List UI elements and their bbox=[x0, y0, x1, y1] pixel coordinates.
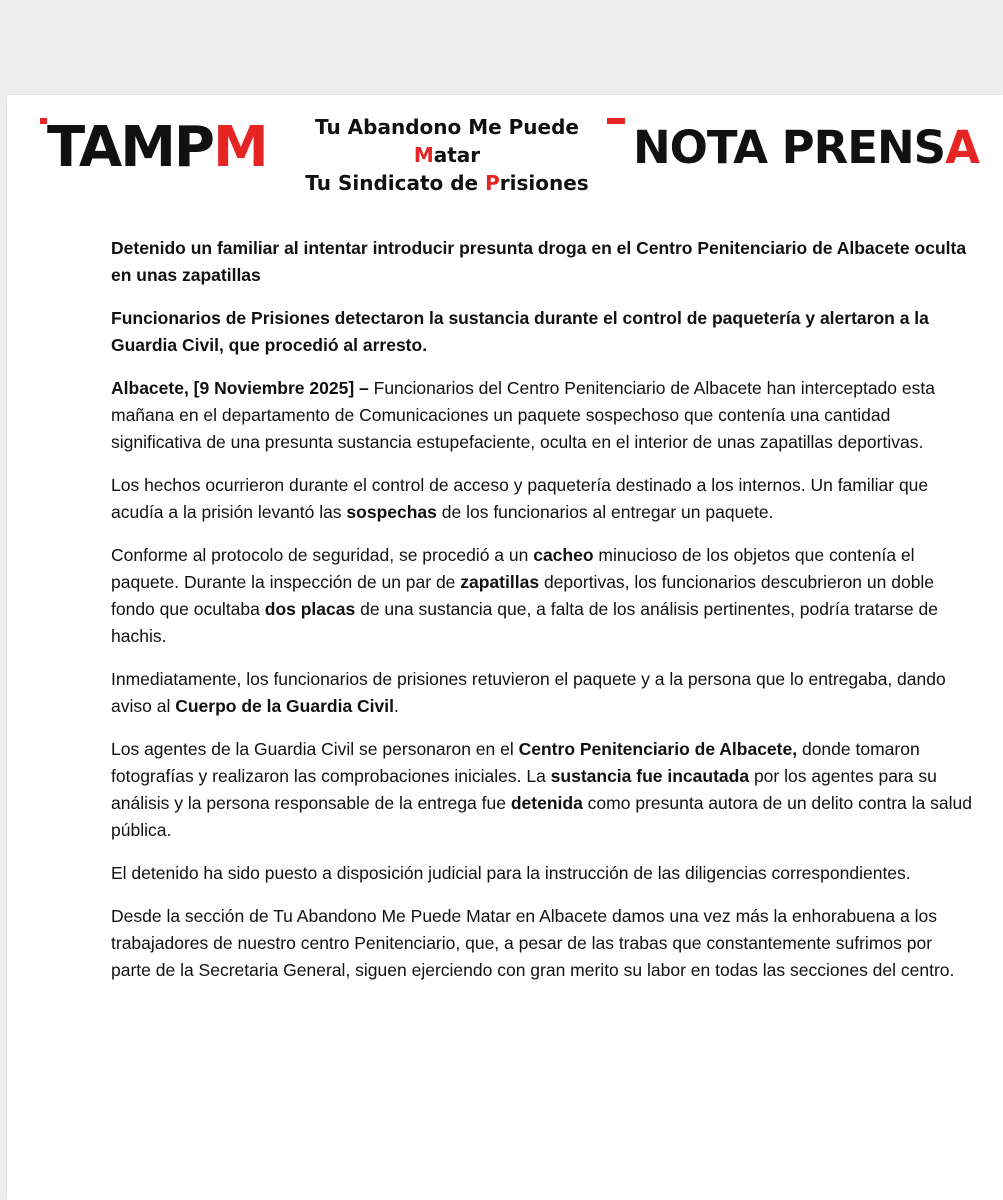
slogan2-pre: Tu Sindicato de bbox=[305, 171, 486, 195]
p5-d: sustancia fue incautada bbox=[550, 766, 750, 786]
p3-e: deportivas, los funcionarios descubrieron un doble fondo que ocultaba bbox=[111, 572, 935, 619]
paragraph-7: Desde la sección de Tu Abandono Me Puede Matar en Albacete damos una vez más la enhorabuena a los trabajadores de nuestro centro Penitenciario, que, a pesar de las trabas que constantemente sufrimos por parte de la Secretaria General, siguen ejerciendo con gran merito su labor en todas las secciones del centro. bbox=[111, 906, 955, 980]
brand-accent: M bbox=[212, 115, 267, 180]
p5-e: por los agentes para su análisis y la persona responsable de la entrega fue bbox=[111, 766, 937, 813]
p3-d: zapatillas bbox=[460, 572, 540, 592]
dateline: Albacete, [9 Noviembre 2025] – bbox=[111, 378, 369, 398]
nota-prensa-title bbox=[625, 113, 985, 183]
p4-a: Inmediatamente, los funcionarios de prisiones retuvieron el paquete y a la persona que lo entregaba, dando aviso al bbox=[111, 669, 946, 716]
document-page bbox=[7, 95, 1003, 1200]
slogan2-post: risiones bbox=[499, 171, 589, 195]
paragraph-3 bbox=[111, 542, 975, 650]
slogan-line-2 bbox=[287, 169, 607, 197]
slogan1-pre: Tu Abandono Me Puede bbox=[315, 115, 579, 139]
p3-a: Conforme al protocolo de seguridad, se procedió a un bbox=[111, 545, 534, 565]
p4-b: Cuerpo de la Guardia Civil bbox=[175, 696, 395, 716]
p2-b: sospechas bbox=[346, 502, 437, 522]
paragraph-5 bbox=[111, 736, 975, 844]
p3-f: dos placas bbox=[264, 599, 356, 619]
brand-main: TAMP bbox=[47, 115, 213, 180]
slogan2-accent: P bbox=[485, 171, 500, 195]
nota-accent: A bbox=[945, 121, 979, 174]
p5-f: detenida bbox=[510, 793, 583, 813]
slogan-line-1 bbox=[287, 113, 607, 169]
p3-g: de una sustancia que, a falta de los análisis pertinentes, podría tratarse de hachis. bbox=[111, 599, 938, 646]
p2-c: de los funcionarios al entregar un paquete. bbox=[436, 502, 774, 522]
article-title: Detenido un familiar al intentar introducir presunta droga en el Centro Penitenciario de Albacete oculta en unas zapatillas bbox=[111, 238, 967, 285]
slogan bbox=[287, 113, 607, 197]
p5-c: donde tomaron fotografías y realizaron las comprobaciones iniciales. La bbox=[111, 739, 920, 786]
p1-text: Funcionarios del Centro Penitenciario de Albacete han interceptado esta mañana en el departamento de Comunicaciones un paquete sospechoso que contenía una cantidad significativa de una presunta sustancia estupefaciente, oculta en el interior de unas zapatillas deportivas. bbox=[111, 378, 935, 452]
p3-c: minucioso de los objetos que contenía el paquete. Durante la inspección de un par de bbox=[111, 545, 915, 592]
paragraph-1 bbox=[111, 375, 975, 456]
article-subtitle: Funcionarios de Prisiones detectaron la sustancia durante el control de paquetería y alertaron a la Guardia Civil, que procedió al arresto. bbox=[111, 308, 929, 355]
p3-b: cacheo bbox=[533, 545, 594, 565]
paragraph-4 bbox=[111, 666, 975, 720]
brand-logo bbox=[47, 113, 293, 183]
slogan1-accent: M bbox=[413, 143, 434, 167]
paragraph-2 bbox=[111, 472, 975, 526]
article-body bbox=[111, 235, 975, 1000]
p4-c: . bbox=[394, 696, 399, 716]
p2-a: Los hechos ocurrieron durante el control de acceso y paquetería destinado a los internos. Un familiar que acudía a la prisión levantó las bbox=[111, 475, 929, 522]
nota-main: NOTA PRENS bbox=[633, 121, 946, 174]
paragraph-6: El detenido ha sido puesto a disposición judicial para la instrucción de las diligencias correspondientes. bbox=[111, 863, 911, 883]
p5-a: Los agentes de la Guardia Civil se personaron en el bbox=[111, 739, 519, 759]
slogan1-post: atar bbox=[433, 143, 481, 167]
p5-g: como presunta autora de un delito contra la salud pública. bbox=[111, 793, 972, 840]
p5-b: Centro Penitenciario de Albacete, bbox=[518, 739, 798, 759]
